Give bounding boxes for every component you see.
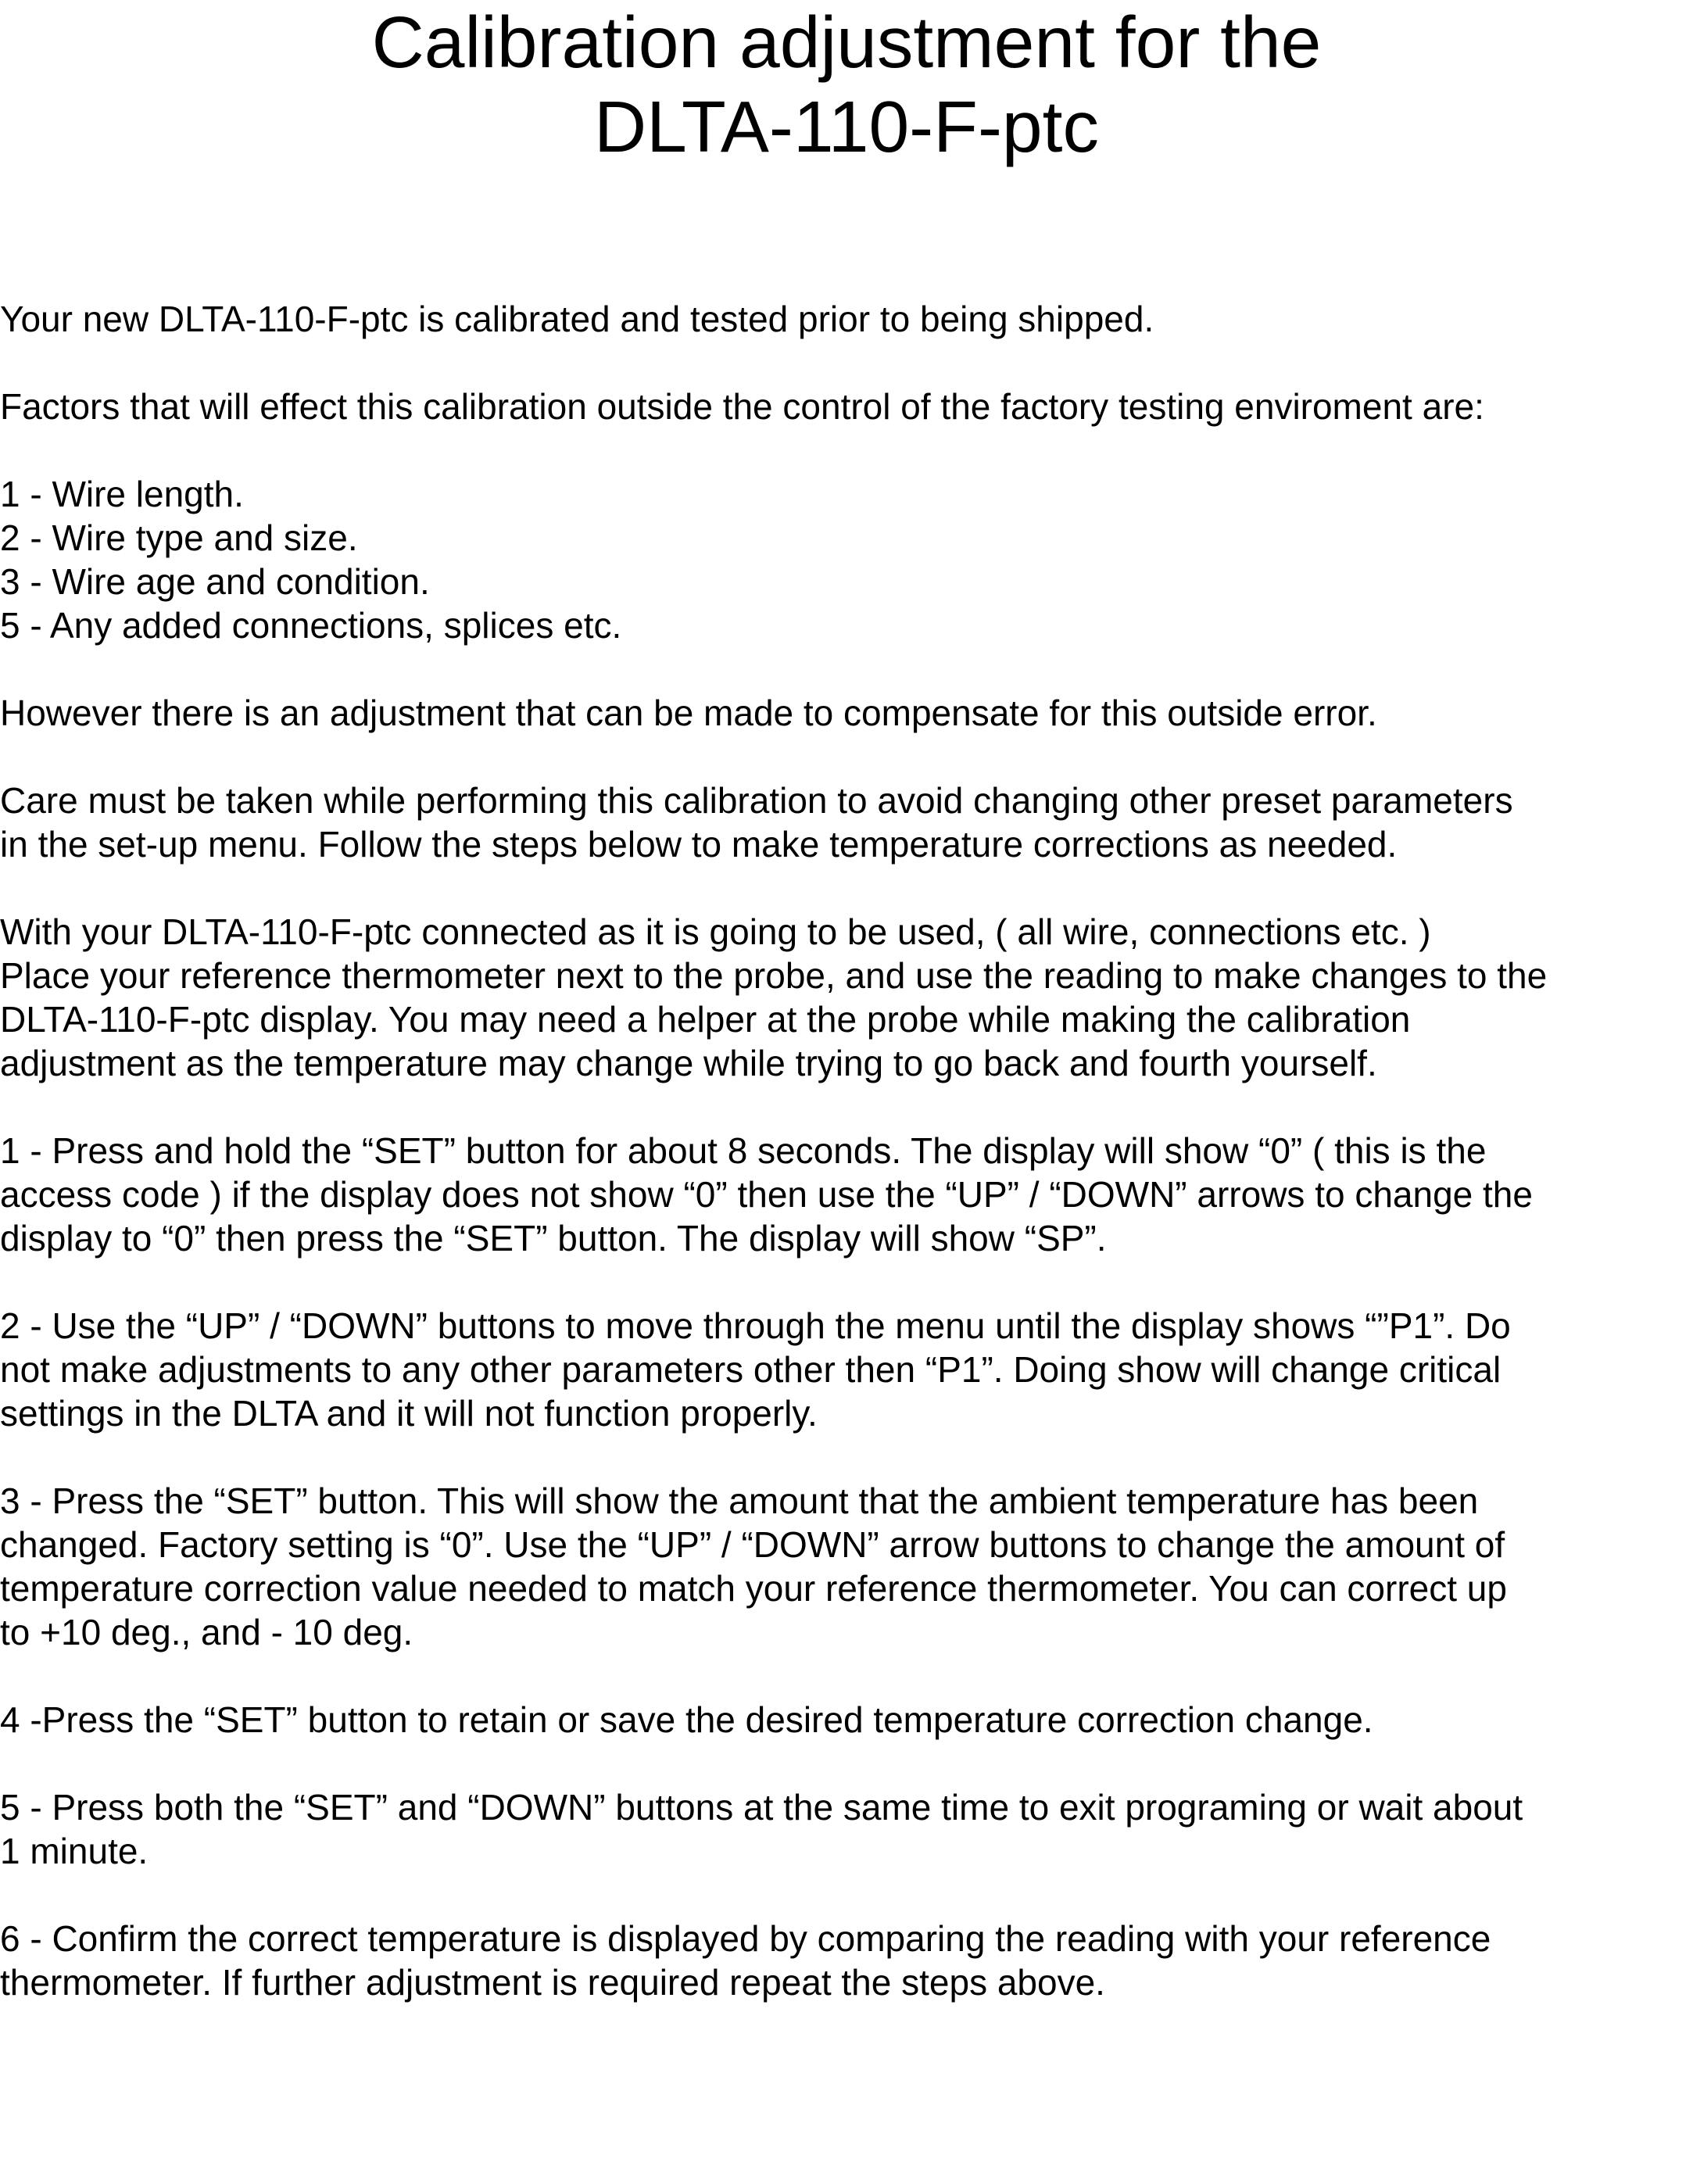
- text-line: Your new DLTA-110-F-ptc is calibrated and tested prior to being shipped.: [0, 299, 1154, 339]
- step-5: [0, 1785, 1693, 1873]
- list-item: 1 - Wire length.: [0, 474, 244, 514]
- step-1: [0, 1129, 1693, 1260]
- paragraph-adjustment: [0, 691, 1693, 735]
- text-line: DLTA-110-F-ptc display. You may need a helper at the probe while making the calibration: [0, 999, 1411, 1040]
- text-line: display to “0” then press the “SET” button. The display will show “SP”.: [0, 1218, 1107, 1258]
- step-2: [0, 1304, 1693, 1435]
- text-line: With your DLTA-110-F-ptc connected as it is going to be used, ( all wire, connections etc. ): [0, 911, 1431, 952]
- step-3: [0, 1479, 1693, 1654]
- list-item: 5 - Any added connections, splices etc.: [0, 605, 622, 646]
- text-line: thermometer. If further adjustment is required repeat the steps above.: [0, 1962, 1105, 2003]
- title-line-1: Calibration adjustment for the: [371, 2, 1322, 83]
- text-line: 1 - Press and hold the “SET” button for about 8 seconds. The display will show “0” ( this is the: [0, 1130, 1487, 1171]
- text-line: However there is an adjustment that can be made to compensate for this outside error.: [0, 693, 1377, 733]
- paragraph-factors-intro: [0, 385, 1693, 428]
- text-line: 5 - Press both the “SET” and “DOWN” buttons at the same time to exit programing or wait about: [0, 1787, 1523, 1828]
- text-line: 1 minute.: [0, 1831, 149, 1871]
- text-line: access code ) if the display does not show “0” then use the “UP” / “DOWN” arrows to change the: [0, 1174, 1533, 1215]
- step-4: [0, 1698, 1693, 1742]
- step-6: [0, 1917, 1693, 2004]
- text-line: Care must be taken while performing this calibration to avoid changing other preset parameters: [0, 780, 1513, 821]
- paragraph-shipping: [0, 297, 1693, 341]
- text-line: 4 -Press the “SET” button to retain or save the desired temperature correction change.: [0, 1699, 1373, 1740]
- text-line: 6 - Confirm the correct temperature is displayed by comparing the reading with your reference: [0, 1918, 1491, 1959]
- paragraph-care: [0, 779, 1693, 866]
- paragraph-setup: [0, 910, 1693, 1085]
- text-line: Place your reference thermometer next to the probe, and use the reading to make changes to the: [0, 955, 1548, 996]
- list-item: 2 - Wire type and size.: [0, 517, 358, 558]
- factors-list: [0, 472, 1693, 647]
- text-line: in the set-up menu. Follow the steps below to make temperature corrections as needed.: [0, 824, 1398, 865]
- text-line: changed. Factory setting is “0”. Use the “UP” / “DOWN” arrow buttons to change the amount of: [0, 1524, 1505, 1565]
- document-body: [0, 297, 1693, 2004]
- text-line: temperature correction value needed to match your reference thermometer. You can correct up: [0, 1568, 1507, 1609]
- title-line-2: DLTA-110-F-ptc: [594, 86, 1099, 167]
- text-line: not make adjustments to any other parameters other then “P1”. Doing show will change critical: [0, 1349, 1502, 1390]
- text-line: to +10 deg., and - 10 deg.: [0, 1612, 413, 1652]
- list-item: 3 - Wire age and condition.: [0, 561, 430, 602]
- page-title: [0, 0, 1693, 169]
- text-line: 2 - Use the “UP” / “DOWN” buttons to move through the menu until the display shows “”P1”. Do: [0, 1305, 1511, 1346]
- text-line: adjustment as the temperature may change while trying to go back and fourth yourself.: [0, 1043, 1377, 1083]
- text-line: Factors that will effect this calibration outside the control of the factory testing enviroment are:: [0, 386, 1484, 427]
- text-line: settings in the DLTA and it will not function properly.: [0, 1393, 818, 1434]
- text-line: 3 - Press the “SET” button. This will show the amount that the ambient temperature has been: [0, 1480, 1479, 1521]
